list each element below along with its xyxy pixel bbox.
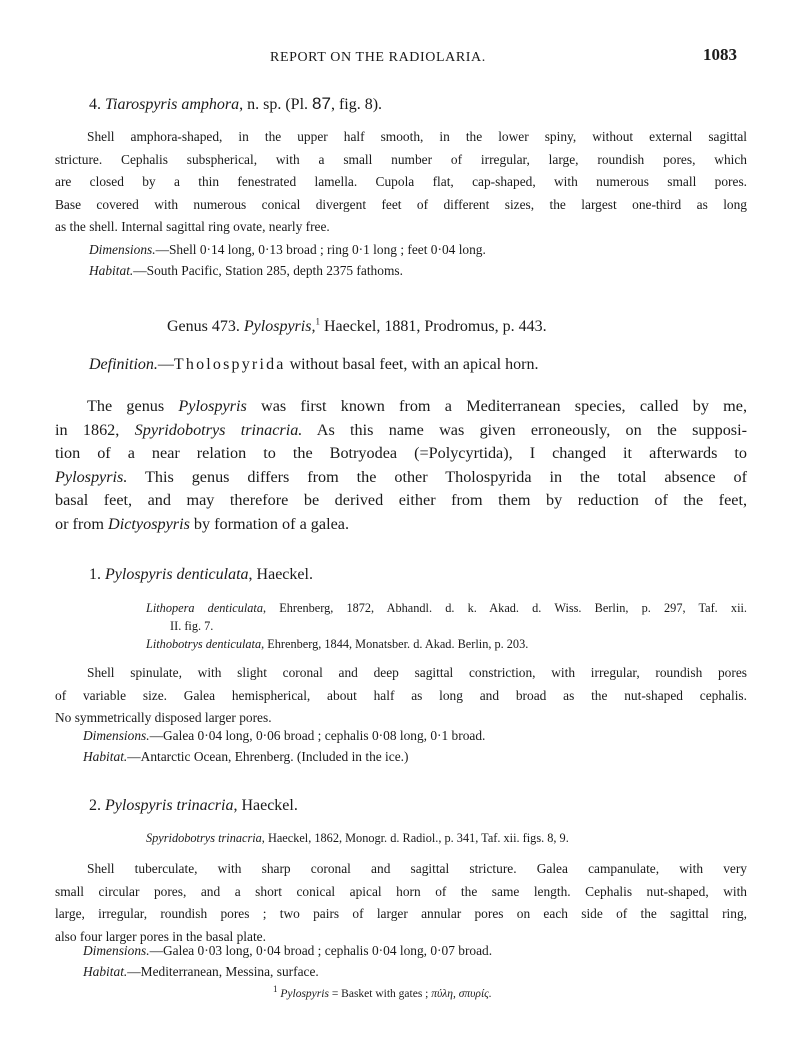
text-line: [55, 513, 747, 537]
definition-text: without basal feet, with an apical horn.: [285, 356, 539, 373]
genus-definition: [89, 356, 538, 374]
text-line: [55, 419, 747, 443]
dimensions-text: —Galea 0·04 long, 0·06 broad ; cephalis 0·08 long, 0·1 broad.: [149, 728, 486, 743]
italic-term: Pylospyris: [178, 397, 247, 415]
italic-term: Spyridobotrys trinacria.: [134, 420, 303, 439]
definition-family: Tholospyrida: [173, 356, 286, 373]
species-4-number: 4.: [89, 96, 101, 113]
text-segment: was first known from a Mediterranean species, called by me,: [246, 397, 747, 415]
species-2-dimensions: [83, 940, 492, 963]
species-1-author: , Haeckel.: [248, 566, 313, 583]
text-segment: II. fig. 7.: [170, 619, 214, 633]
genus-name: Pylospyris,: [243, 318, 316, 335]
text-line: of variable size. Galea hemispherical, about half as long and broad as the nut-shaped cephalis.: [55, 687, 747, 703]
text-line: [55, 466, 747, 490]
footnote: [273, 984, 492, 1000]
species-2-description: [55, 858, 747, 948]
dimensions-label: Dimensions.: [89, 242, 156, 257]
text-segment: tion of a near relation to the Botryodea (=Polycyrtida), I changed it afterwards to: [55, 444, 747, 462]
page-number: 1083: [703, 45, 737, 64]
text-line: Shell tuberculate, with sharp coronal and sagittal stricture. Galea campanulate, with very: [87, 861, 747, 876]
habitat-label: Habitat.: [83, 749, 128, 764]
species-2-author: , Haeckel.: [233, 797, 298, 814]
species-1-habitat: [83, 746, 408, 769]
species-4-name: Tiarospyris amphora: [105, 96, 240, 113]
text-segment: The genus: [87, 397, 179, 415]
text-line: stricture. Cephalis subspherical, with a small number of irregular, large, roundish pores, which: [55, 151, 747, 167]
italic-term: Lithopera denticulata: [146, 601, 263, 615]
species-4-suffix-post: , fig. 8).: [330, 96, 383, 113]
text-line: Base covered with numerous conical divergent feet of different sizes, the largest one-third as long: [55, 196, 747, 212]
species-2-name: Pylospyris trinacria: [105, 797, 234, 814]
habitat-text: —Mediterranean, Messina, surface.: [127, 964, 319, 979]
text-segment: , Haeckel, 1862, Monogr. d. Radiol., p. 341, Taf. xii. figs. 8, 9.: [261, 831, 569, 845]
text-line: small circular pores, and a short conical apical horn of the same length. Cephalis nut-shaped, with: [55, 883, 747, 899]
text-line: are closed by a thin fenestrated lamella. Cupola flat, cap-shaped, with numerous small pores.: [55, 174, 747, 189]
footnote-greek: πύλη, σπυρίς.: [431, 988, 492, 1000]
species-4-plate: 87: [312, 94, 331, 113]
text-line: [146, 829, 569, 847]
definition-label: Definition.: [89, 356, 158, 373]
text-line: Shell spinulate, with slight coronal and deep sagittal constriction, with irregular, roundish pores: [87, 665, 747, 680]
species-4-description: [55, 126, 747, 239]
species-1-dimensions: [83, 725, 485, 748]
text-line: large, irregular, roundish pores ; two pairs of larger annular pores on each side of the sagittal ring,: [55, 906, 747, 921]
habitat-text: —South Pacific, Station 285, depth 2375 fathoms.: [133, 263, 403, 278]
text-segment: , Ehrenberg, 1872, Abhandl. d. k. Akad. d. Wiss. Berlin, p. 297, Taf. xii.: [263, 601, 747, 615]
text-segment: basal feet, and may therefore be derived either from them by reduction of the feet,: [55, 491, 747, 509]
text-line: [146, 617, 747, 635]
dimensions-text: —Shell 0·14 long, 0·13 broad ; ring 0·1 long ; feet 0·04 long.: [155, 242, 486, 257]
text-line: [55, 442, 747, 466]
species-1-synonymy: [146, 599, 747, 653]
species-2-habitat: [83, 961, 319, 984]
text-line: [55, 489, 747, 513]
text-segment: This genus differs from the other Tholospyrida in the total absence of: [127, 467, 747, 486]
footnote-text: = Basket with gates ;: [328, 988, 432, 1000]
text-line: [146, 635, 747, 653]
italic-term: Lithobotrys denticulata: [146, 637, 262, 651]
species-4-dimensions: [89, 239, 486, 262]
text-line: also four larger pores in the basal plate.: [55, 928, 266, 944]
species-2-heading: [89, 797, 298, 815]
species-1-description: [55, 662, 747, 730]
footnote-mark: 1: [273, 984, 278, 995]
text-line: [146, 599, 747, 617]
text-line: [55, 395, 747, 419]
text-line: as the shell. Internal sagittal ring ovate, nearly free.: [55, 219, 330, 234]
species-1-name: Pylospyris denticulata: [105, 566, 249, 583]
text-segment: As this name was given erroneously, on the supposi-: [302, 420, 747, 439]
genus-prefix: Genus 473.: [167, 318, 244, 335]
genus-heading: [167, 318, 547, 336]
species-1-number: 1.: [89, 566, 101, 583]
text-segment: by formation of a galea.: [189, 514, 349, 533]
species-4-suffix-pre: , n. sp. (Pl.: [239, 96, 313, 113]
species-2-synonymy: [146, 829, 569, 847]
italic-term: Spyridobotrys trinacria: [146, 831, 262, 845]
dimensions-label: Dimensions.: [83, 943, 150, 958]
italic-term: Dictyospyris: [108, 514, 190, 533]
habitat-label: Habitat.: [89, 263, 134, 278]
species-1-heading: [89, 566, 313, 584]
footnote-term: Pylospyris: [280, 988, 329, 1000]
species-2-number: 2.: [89, 797, 101, 814]
dimensions-text: —Galea 0·03 long, 0·04 broad ; cephalis 0·04 long, 0·07 broad.: [149, 943, 493, 958]
genus-intro-paragraph: [55, 395, 747, 536]
text-segment: or from: [55, 514, 109, 533]
species-4-habitat: [89, 260, 403, 283]
footnote-marker: 1: [315, 316, 320, 327]
text-segment: in 1862,: [55, 420, 135, 439]
habitat-text: —Antarctic Ocean, Ehrenberg. (Included in the ice.): [127, 749, 409, 764]
species-4-heading: [89, 94, 382, 114]
running-header: REPORT ON THE RADIOLARIA.: [270, 50, 486, 65]
habitat-label: Habitat.: [83, 964, 128, 979]
definition-dash: —: [157, 356, 174, 373]
text-line: No symmetrically disposed larger pores.: [55, 710, 272, 725]
dimensions-label: Dimensions.: [83, 728, 150, 743]
genus-suffix: Haeckel, 1881, Prodromus, p. 443.: [319, 318, 547, 335]
italic-term: Pylospyris.: [55, 467, 128, 486]
text-line: Shell amphora-shaped, in the upper half smooth, in the lower spiny, without external sagittal: [87, 129, 747, 144]
text-segment: , Ehrenberg, 1844, Monatsber. d. Akad. Berlin, p. 203.: [261, 637, 529, 651]
